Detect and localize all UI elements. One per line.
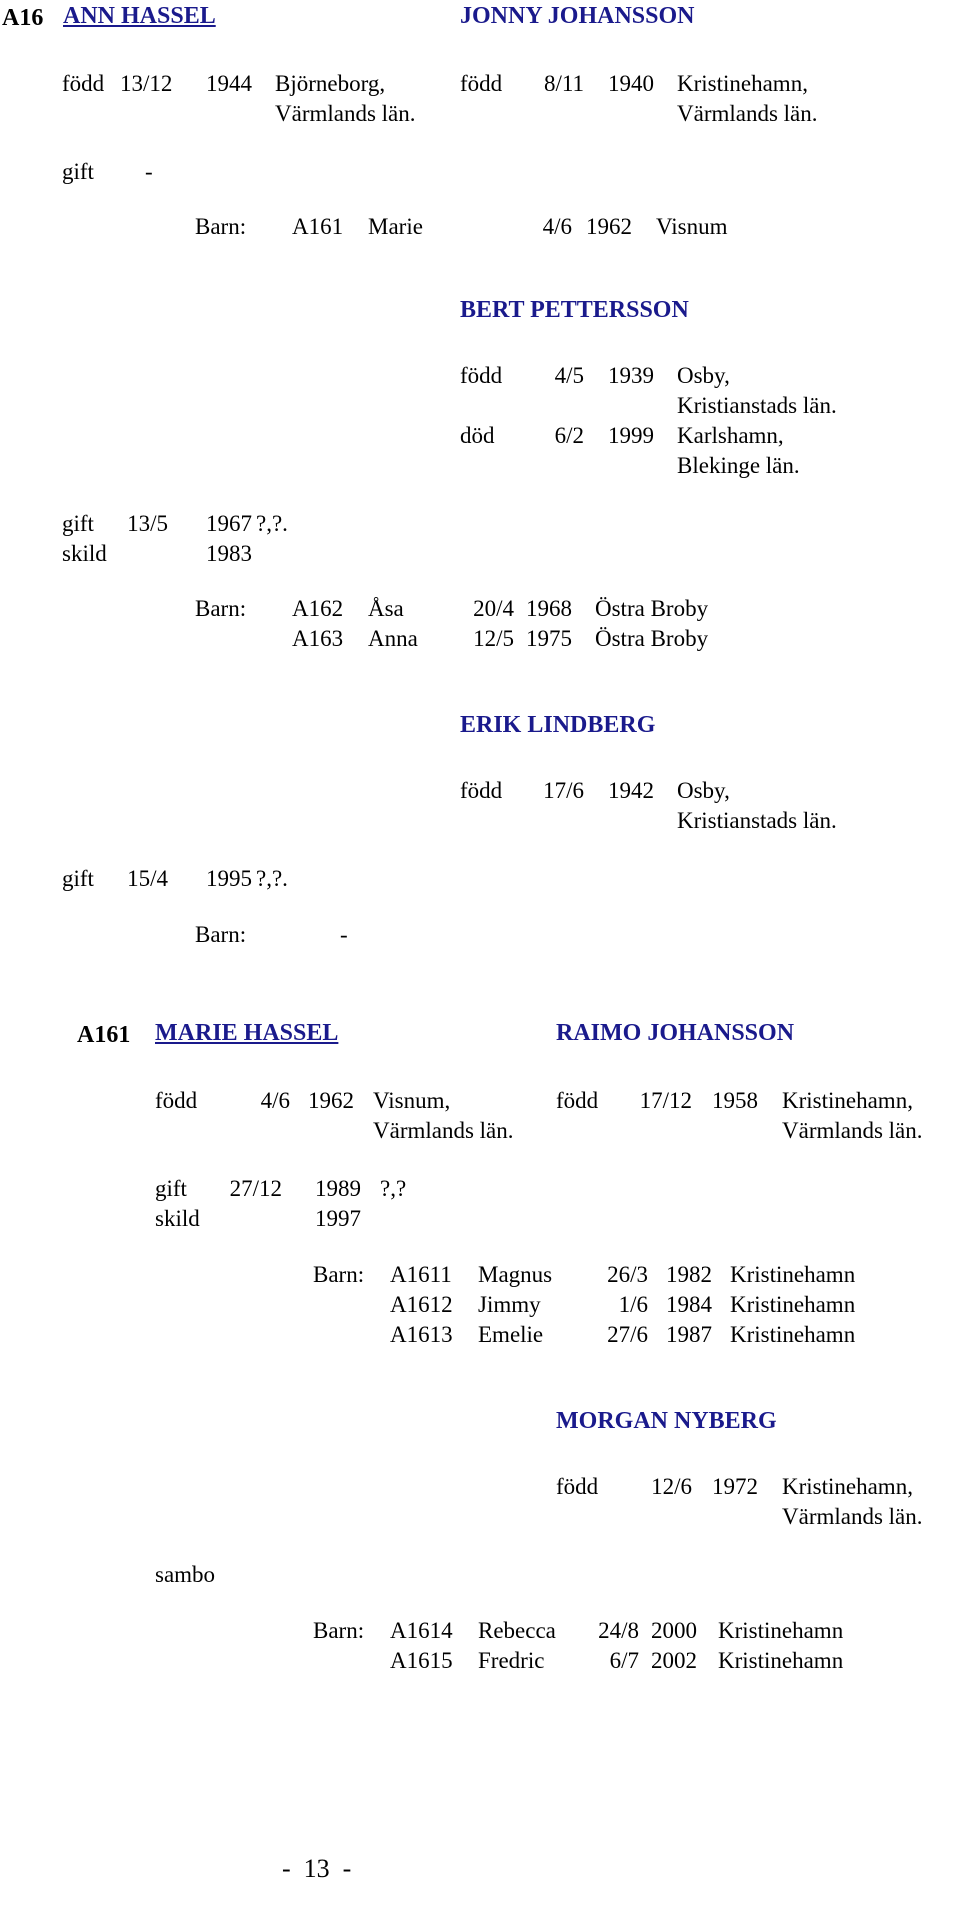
child-place: Östra Broby [595, 626, 709, 651]
child-year: 1962 [586, 214, 632, 239]
children-label: Barn: [195, 922, 247, 947]
spouse-birth-county: Kristianstads län. [677, 393, 837, 418]
marriage-date: 15/4 [127, 866, 168, 891]
birth-county: Värmlands län. [373, 1118, 514, 1143]
child-place: Kristinehamn [730, 1322, 856, 1347]
child-year: 2000 [651, 1618, 697, 1643]
child-name: Jimmy [478, 1292, 541, 1317]
marriage-year: 1989 [315, 1176, 361, 1201]
spouse-birth-place: Osby, [677, 778, 730, 803]
spouse-name: BERT PETTERSSON [460, 297, 689, 323]
child-date: 27/6 [607, 1322, 648, 1347]
child-name: Fredric [478, 1648, 545, 1673]
marriage-label: gift [155, 1176, 187, 1201]
section-id: A161 [77, 1022, 131, 1048]
spouse-birth-county: Värmlands län. [677, 101, 818, 126]
spouse-birth-date: 12/6 [651, 1474, 692, 1499]
spouse-name: ERIK LINDBERG [460, 712, 656, 738]
divorce-label: skild [155, 1206, 200, 1231]
spouse-name: JONNY JOHANSSON [460, 3, 695, 29]
spouse-birth-label: född [556, 1474, 599, 1499]
spouse-birth-label: född [460, 71, 503, 96]
spouse-birth-county: Värmlands län. [782, 1504, 923, 1529]
section-id: A16 [2, 5, 44, 31]
spouse-birth-place: Kristinehamn, [782, 1474, 913, 1499]
spouse-birth-date: 8/11 [543, 71, 584, 96]
spouse-name: MORGAN NYBERG [556, 1408, 777, 1434]
child-id: A162 [292, 596, 344, 621]
child-id: A1613 [390, 1322, 453, 1347]
child-year: 1987 [666, 1322, 712, 1347]
child-year: 1984 [666, 1292, 712, 1317]
child-id: A1612 [390, 1292, 453, 1317]
spouse-birth-date: 4/5 [554, 363, 584, 388]
spouse-birth-county: Värmlands län. [782, 1118, 923, 1143]
spouse-birth-year: 1942 [608, 778, 654, 803]
child-year: 1975 [526, 626, 572, 651]
spouse-birth-date: 17/6 [543, 778, 584, 803]
child-name: Rebecca [478, 1618, 556, 1643]
spouse-death-label: död [460, 423, 495, 448]
spouse-birth-place: Kristinehamn, [677, 71, 808, 96]
marriage-place: ?,?. [256, 866, 288, 891]
child-date: 24/8 [598, 1618, 639, 1643]
person-name: ANN HASSEL [63, 3, 216, 29]
child-id: A1614 [390, 1618, 453, 1643]
child-date: 26/3 [607, 1262, 648, 1287]
marriage-label: gift [62, 511, 94, 536]
child-date: 20/4 [473, 596, 514, 621]
spouse-birth-year: 1939 [608, 363, 654, 388]
spouse-birth-year: 1940 [608, 71, 654, 96]
page-number: - 13 - [282, 1854, 352, 1883]
marriage-place: ?,? [380, 1176, 407, 1201]
marriage-label: gift [62, 866, 94, 891]
birth-label: född [155, 1088, 198, 1113]
marriage-value: - [145, 159, 153, 184]
child-name: Magnus [478, 1262, 553, 1287]
spouse-birth-year: 1972 [712, 1474, 758, 1499]
children-label: Barn: [313, 1618, 365, 1643]
child-year: 2002 [651, 1648, 697, 1673]
child-name: Marie [368, 214, 423, 239]
child-id: A1615 [390, 1648, 453, 1673]
child-place: Kristinehamn [730, 1292, 856, 1317]
birth-place: Björneborg, [275, 71, 386, 96]
marriage-place: ?,?. [256, 511, 288, 536]
children-label: Barn: [313, 1262, 365, 1287]
birth-date: 13/12 [120, 71, 173, 96]
children-value: - [340, 922, 348, 947]
cohabitation-label: sambo [155, 1562, 216, 1587]
child-place: Kristinehamn [718, 1618, 844, 1643]
marriage-date: 27/12 [229, 1176, 282, 1201]
child-place: Kristinehamn [718, 1648, 844, 1673]
child-place: Kristinehamn [730, 1262, 856, 1287]
child-name: Emelie [478, 1322, 544, 1347]
birth-date: 4/6 [260, 1088, 290, 1113]
spouse-birth-date: 17/12 [639, 1088, 692, 1113]
marriage-label: gift [62, 159, 94, 184]
marriage-date: 13/5 [127, 511, 168, 536]
child-name: Åsa [368, 596, 404, 621]
spouse-death-place: Karlshamn, [677, 423, 784, 448]
spouse-birth-place: Kristinehamn, [782, 1088, 913, 1113]
spouse-birth-place: Osby, [677, 363, 730, 388]
marriage-year: 1995 [206, 866, 252, 891]
birth-place: Visnum, [373, 1088, 451, 1113]
child-year: 1968 [526, 596, 572, 621]
spouse-birth-year: 1958 [712, 1088, 758, 1113]
person-name: MARIE HASSEL [155, 1020, 339, 1046]
child-name: Anna [368, 626, 418, 651]
spouse-birth-label: född [460, 778, 503, 803]
child-date: 4/6 [542, 214, 572, 239]
birth-year: 1962 [308, 1088, 354, 1113]
spouse-birth-county: Kristianstads län. [677, 808, 837, 833]
spouse-death-county: Blekinge län. [677, 453, 800, 478]
child-place: Östra Broby [595, 596, 709, 621]
spouse-death-date: 6/2 [554, 423, 584, 448]
child-id: A1611 [390, 1262, 452, 1287]
birth-year: 1944 [206, 71, 252, 96]
children-label: Barn: [195, 214, 247, 239]
spouse-name: RAIMO JOHANSSON [556, 1020, 795, 1046]
child-id: A161 [292, 214, 344, 239]
child-date: 12/5 [473, 626, 514, 651]
birth-county: Värmlands län. [275, 101, 416, 126]
child-id: A163 [292, 626, 344, 651]
birth-label: född [62, 71, 105, 96]
spouse-death-year: 1999 [608, 423, 654, 448]
child-date: 6/7 [609, 1648, 639, 1673]
spouse-birth-label: född [556, 1088, 599, 1113]
child-place: Visnum [656, 214, 728, 239]
divorce-year: 1997 [315, 1206, 361, 1231]
spouse-birth-label: född [460, 363, 503, 388]
child-date: 1/6 [618, 1292, 648, 1317]
child-year: 1982 [666, 1262, 712, 1287]
divorce-year: 1983 [206, 541, 252, 566]
children-label: Barn: [195, 596, 247, 621]
divorce-label: skild [62, 541, 107, 566]
marriage-year: 1967 [206, 511, 252, 536]
